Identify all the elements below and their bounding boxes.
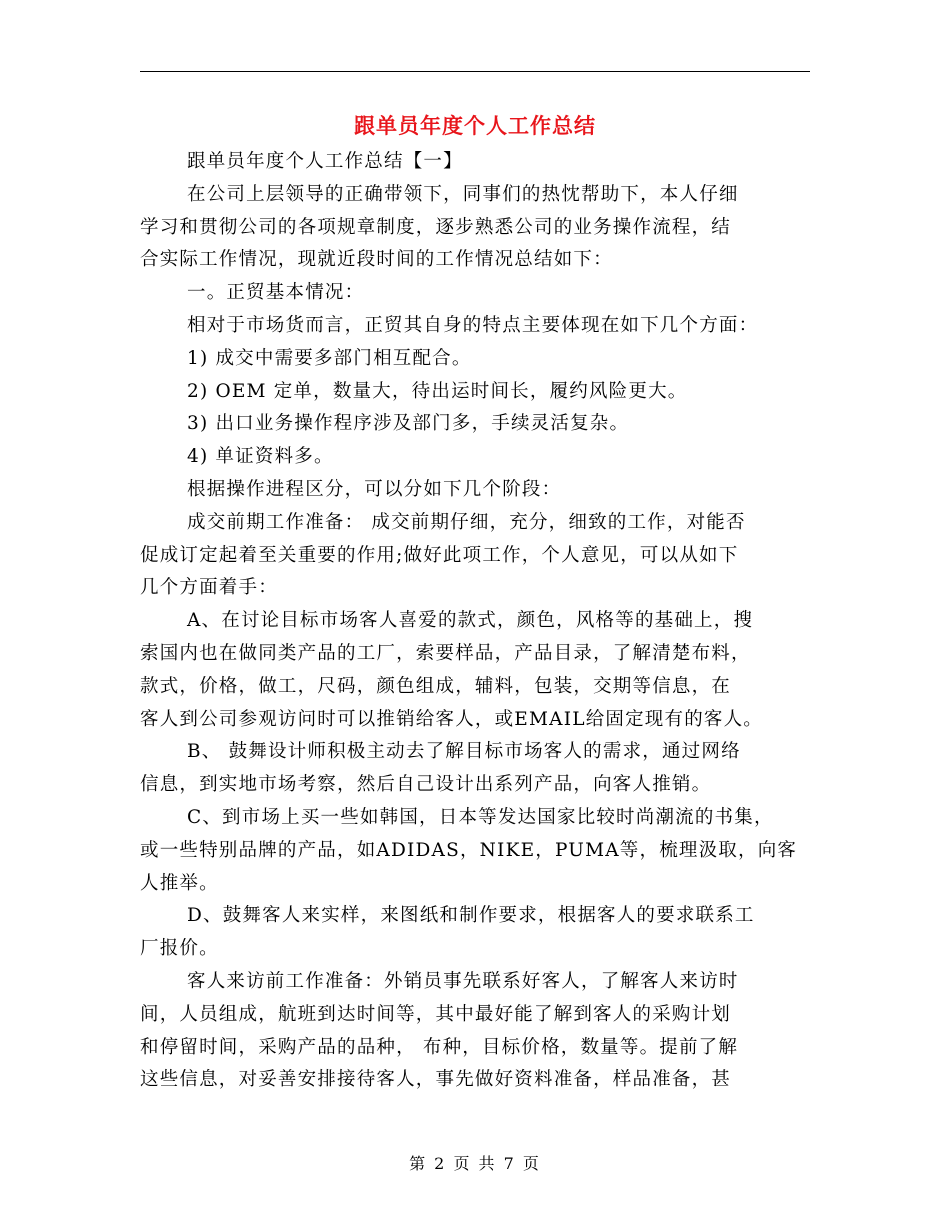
text-line: 4) 单证资料多。 [187, 446, 334, 468]
text-line: C、到市场上买一些如韩国，日本等发达国家比较时尚潮流的书集， [187, 806, 774, 828]
text-line: 学习和贯彻公司的各项规章制度，逐步熟悉公司的业务操作流程，结 [140, 216, 732, 238]
text-line: 合实际工作情况，现就近段时间的工作情况总结如下： [140, 249, 613, 271]
text-line: 间，人员组成，航班到达时间等，其中最好能了解到客人的采购计划 [140, 1003, 732, 1025]
text-line: 或一些特别品牌的产品，如ADIDAS，NIKE，PUMA等，梳理汲取，向客 [140, 839, 798, 861]
text-line: 一。正贸基本情况： [187, 282, 365, 304]
text-line: D、鼓舞客人来实样，来图纸和制作要求，根据客人的要求联系工 [187, 905, 755, 927]
text-line: 客人来访前工作准备：外销员事先联系好客人，了解客人来访时 [187, 970, 739, 992]
text-line: 人推举。 [140, 872, 219, 894]
text-line: 信息，到实地市场考察，然后自己设计出系列产品，向客人推销。 [140, 774, 712, 796]
text-line: 跟单员年度个人工作总结【一】 [187, 151, 463, 172]
text-line: 索国内也在做同类产品的工厂，索要样品，产品目录，了解清楚布料， [140, 642, 751, 664]
text-line: 相对于市场货而言，正贸其自身的特点主要体现在如下几个方面： [187, 314, 759, 336]
text-line: 成交前期工作准备： 成交前期仔细，充分，细致的工作，对能否 [187, 511, 746, 533]
text-line: 客人到公司参观访问时可以推销给客人，或EMAIL给固定现有的客人。 [140, 708, 764, 730]
text-line: 根据操作进程区分，可以分如下几个阶段： [187, 478, 562, 500]
text-line: B、 鼓舞设计师积极主动去了解目标市场客人的需求，通过网络 [187, 741, 741, 763]
text-line: 1) 成交中需要多部门相互配合。 [187, 347, 472, 369]
text-line: 促成订定起着至关重要的作用;做好此项工作，个人意见，可以从如下 [140, 544, 739, 566]
text-line: 这些信息，对妥善安排接待客人，事先做好资料准备，样品准备，甚 [140, 1069, 732, 1091]
text-line: A、在讨论目标市场客人喜爱的款式，颜色，风格等的基础上，搜 [187, 610, 754, 632]
document-title: 跟单员年度个人工作总结 [354, 113, 596, 138]
text-line: 几个方面着手： [140, 577, 278, 599]
header-rule [140, 71, 810, 72]
text-line: 在公司上层领导的正确带领下，同事们的热忱帮助下，本人仔细 [187, 183, 739, 205]
document-body [140, 146, 820, 1097]
text-line: 和停留时间，采购产品的品种， 布种，目标价格，数量等。提前了解 [140, 1036, 739, 1058]
text-line: 3) 出口业务操作程序涉及部门多，手续灵活复杂。 [187, 413, 630, 435]
text-line: 款式，价格，做工，尺码，颜色组成，辅料，包装，交期等信息，在 [140, 675, 732, 697]
text-line: 厂报价。 [140, 938, 219, 960]
text-line: 2) OEM 定单，数量大，待出运时间长，履约风险更大。 [187, 380, 688, 402]
page-footer: 第 2 页 共 7 页 [409, 1154, 541, 1173]
